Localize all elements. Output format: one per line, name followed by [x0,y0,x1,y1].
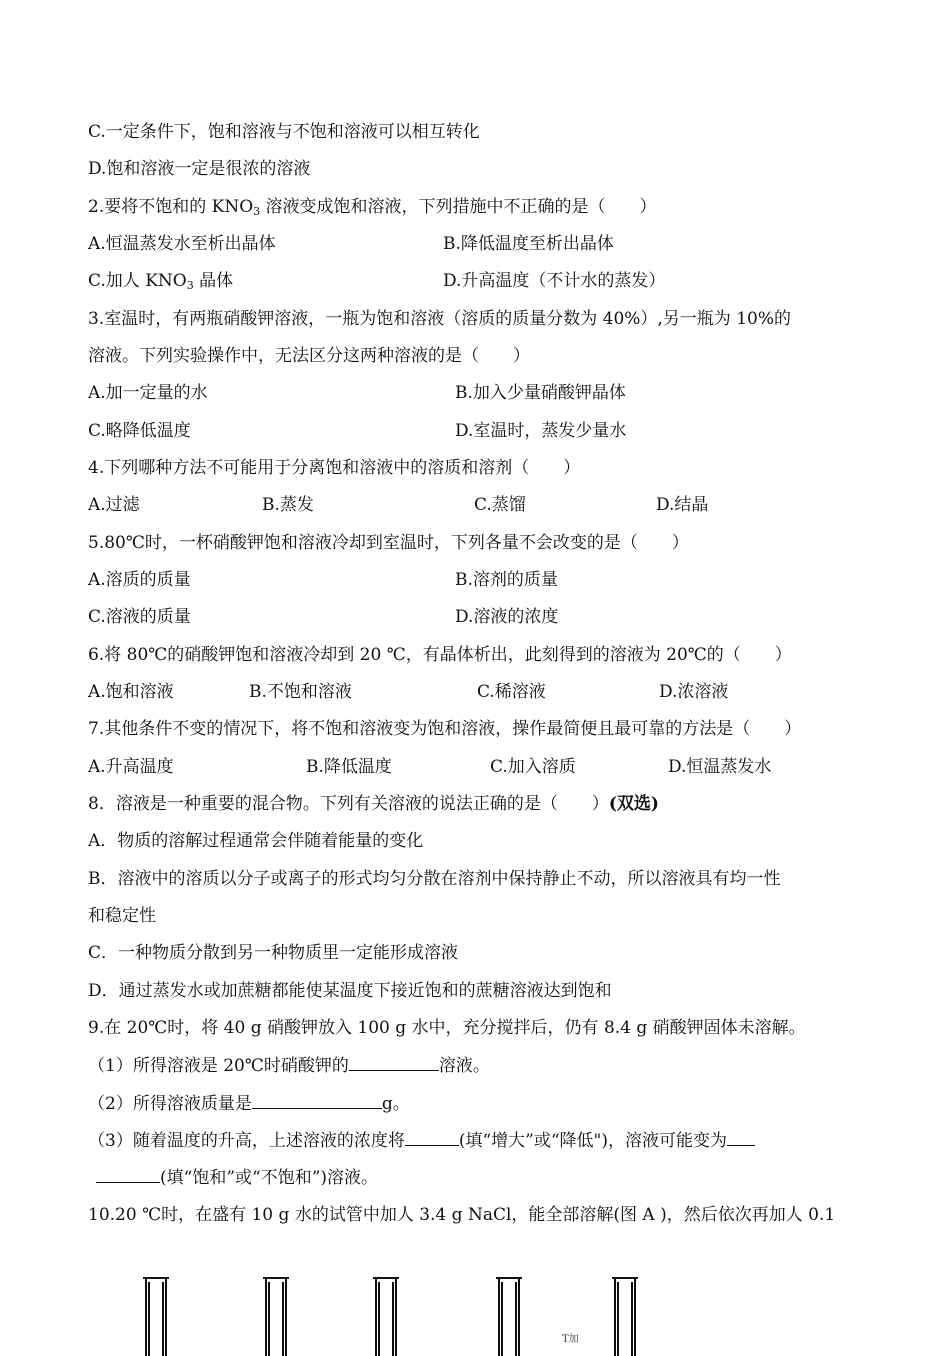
q3-option-b: B.加入少量硝酸钾晶体 [455,383,626,403]
q8-option-b-line1: B．溶液中的溶质以分子或离子的形式均匀分散在溶剂中保持静止不动，所以溶液具有均一性 [88,869,781,889]
q7-option-c: C.加入溶质 [490,757,576,777]
q9-part3-blank1[interactable] [405,1129,459,1146]
q9-part2-blank[interactable] [252,1092,382,1109]
q3-option-a: A.加一定量的水 [88,383,208,403]
figure-tiny-label: T加 [562,1334,579,1345]
q3-option-c: C.略降低温度 [88,421,191,441]
q9-stem: 9.在 20℃时，将 40 g 硝酸钾放入 100 g 水中，充分搅拌后，仍有 8.4 g 硝酸钾固体未溶解。 [88,1018,806,1038]
q6-stem: 6.将 80℃的硝酸钾饱和溶液冷却到 20 ℃，有晶体析出，此刻得到的溶液为 20℃的（ ） [88,645,792,665]
q9-part3-line2: (填“饱和”或“不饱和”)溶液。 [96,1166,378,1189]
q7-option-d: D.恒温蒸发水 [668,757,772,777]
q4-option-d: D.结晶 [656,495,709,515]
q8-option-d: D．通过蒸发水或加蔗糖都能使某温度下接近饱和的蔗糖溶液达到饱和 [88,981,612,1001]
q9-part3-blank2-end[interactable] [96,1166,160,1183]
q8-option-b-line2: 和稳定性 [88,906,156,926]
q8-double-choice-tag: (双选) [608,794,659,814]
q8-stem: 8．溶液是一种重要的混合物。下列有关溶液的说法正确的是（ ）(双选) [88,794,659,814]
q9-part3-line1: （3）随着温度的升高，上述溶液的浓度将 (填“增大”或“降低")，溶液可能变为 [88,1129,755,1152]
q2-option-b: B.降低温度至析出晶体 [443,234,614,254]
q3-stem-line1: 3.室温时，有两瓶硝酸钾溶液，一瓶为饱和溶液（溶质的质量分数为 40%）,另一瓶为 10%的 [88,309,791,329]
q4-option-a: A.过滤 [88,495,140,515]
q7-stem: 7.其他条件不变的情况下，将不饱和溶液变为饱和溶液，操作最简便且最可靠的方法是（ ） [88,719,802,739]
q10-stem: 10.20 ℃时，在盛有 10 g 水的试管中加人 3.4 g NaCl，能全部溶解(图 A )，然后依次再加人 0.1 [88,1205,836,1225]
test-tube-a [141,1276,171,1356]
q3-option-d: D.室温时，蒸发少量水 [455,421,627,441]
q2-option-d: D.升高温度（不计水的蒸发） [443,271,666,291]
q9-part2: （2）所得溶液质量是 g。 [88,1094,410,1114]
q5-option-c: C.溶液的质量 [88,607,191,627]
test-tube-figure [0,1262,950,1344]
q6-option-c: C.稀溶液 [477,682,546,702]
q2-stem: 2.要将不饱和的 $KNO_3$ 溶液变成饱和溶液，下列措施中不正确的是（ ） [88,197,657,218]
q6-option-b: B.不饱和溶液 [249,682,352,702]
q4-option-b: B.蒸发 [262,495,314,515]
q9-part1: （1）所得溶液是 20℃时硝酸钾的 溶液。 [88,1056,490,1076]
q5-option-b: B.溶剂的质量 [455,570,558,590]
q5-stem: 5.80℃时，一杯硝酸钾饱和溶液冷却到室温时，下列各量不会改变的是（ ） [88,533,689,553]
q9-part3-blank2-start[interactable] [727,1129,755,1146]
q1-option-d: D.饱和溶液一定是很浓的溶液 [88,159,311,179]
q8-option-c: C．一种物质分散到另一种物质里一定能形成溶液 [88,943,459,963]
q8-option-a: A．物质的溶解过程通常会伴随着能量的变化 [88,831,424,851]
q4-stem: 4.下列哪种方法不可能用于分离饱和溶液中的溶质和溶剂（ ） [88,458,581,478]
q3-stem-line2: 溶液。下列实验操作中，无法区分这两种溶液的是（ ） [88,346,530,366]
test-tube-c [371,1276,401,1356]
q6-option-a: A.饱和溶液 [88,682,174,702]
test-tube-d [494,1276,524,1356]
test-tube-b [261,1276,291,1356]
q9-part1-blank[interactable] [349,1054,439,1071]
q1-option-c: C.一定条件下，饱和溶液与不饱和溶液可以相互转化 [88,122,480,142]
q4-option-c: C.蒸馏 [474,495,526,515]
q7-option-a: A.升高温度 [88,757,174,777]
test-tube-e [610,1276,640,1356]
q2-option-c: C.加人 $KNO_3$ 晶体 [88,271,234,292]
q5-option-a: A.溶质的质量 [88,570,191,590]
q2-option-a: A.恒温蒸发水至析出晶体 [88,234,276,254]
q6-option-d: D.浓溶液 [659,682,729,702]
q5-option-d: D.溶液的浓度 [455,607,559,627]
q7-option-b: B.降低温度 [306,757,392,777]
